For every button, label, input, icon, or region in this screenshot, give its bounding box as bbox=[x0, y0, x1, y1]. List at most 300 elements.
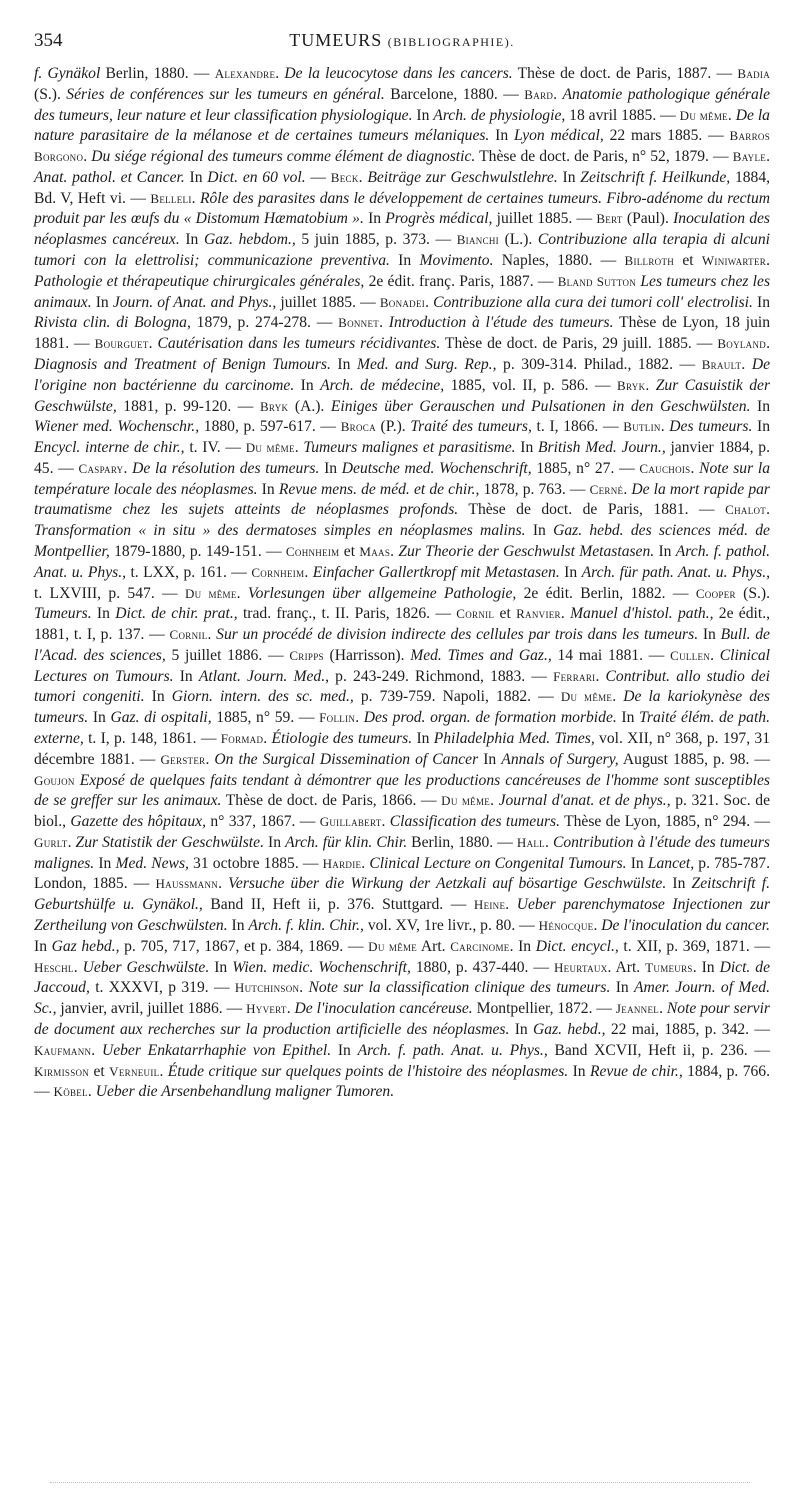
citation-text: . bbox=[659, 1000, 667, 1018]
author-name: Formad bbox=[220, 731, 264, 746]
author-name: Bonnet bbox=[338, 315, 380, 331]
italic-title: De la nature parasitaire de la mélanose et de certaines tumeurs mélaniques. bbox=[34, 106, 770, 145]
citation-text: 2e édit. Berlin, 1882. — bbox=[516, 584, 696, 602]
author-name: Bryk bbox=[259, 398, 289, 414]
citation-text: . bbox=[73, 958, 83, 976]
italic-title: Note sur la classification clinique des tumeurs. bbox=[308, 979, 611, 997]
italic-title: Lancet, bbox=[647, 854, 695, 872]
author-name: Broca bbox=[340, 419, 376, 435]
italic-title: Dict. en 60 vol. bbox=[207, 168, 306, 186]
author-name: Heschl bbox=[34, 959, 74, 975]
citation-text: In bbox=[616, 709, 640, 727]
author-name: Brault bbox=[701, 356, 742, 372]
citation-text: . bbox=[710, 646, 720, 664]
citation-text: p. 243-249. Richmond, 1883. — bbox=[329, 667, 554, 685]
italic-title: Zeitschrift f. Heilkunde, bbox=[580, 168, 731, 186]
italic-title: Zur Statistik der Geschwülste. bbox=[75, 833, 264, 851]
citation-text: p. 321. Soc. de biol., bbox=[34, 792, 770, 831]
author-name: Heine bbox=[473, 897, 506, 913]
citation-text: In bbox=[294, 376, 321, 394]
author-name: Carcinome bbox=[450, 938, 510, 954]
citation-text: . bbox=[490, 792, 499, 810]
citation-text: 1880, p. 597-617. — bbox=[199, 418, 341, 436]
italic-title: Zur Casuistik der Geschwülste, bbox=[34, 376, 771, 415]
italic-title: Progrès médical, bbox=[385, 210, 493, 228]
citation-text: 2e édit., 1881, t. I, p. 137. — bbox=[34, 605, 770, 644]
author-name: Cornheim bbox=[251, 564, 305, 580]
citation-text: (A.). bbox=[288, 397, 331, 415]
citation-text: t. IV. — bbox=[184, 439, 246, 457]
citation-text: Art. bbox=[417, 937, 451, 955]
italic-title: Beiträge zur Geschwulstlehre. bbox=[367, 168, 558, 186]
citation-text: Band II, Heft ii, p. 376. Stuttgard. — bbox=[202, 896, 474, 914]
citation-text: 1885, n° 59. — bbox=[211, 709, 320, 727]
citation-text: . bbox=[361, 854, 370, 872]
author-name: Maas bbox=[359, 543, 391, 559]
author-name: Gurlt bbox=[34, 834, 68, 850]
citation-text: (S.). bbox=[735, 584, 770, 602]
italic-title: De la kariokynèse des tumeurs. bbox=[34, 688, 770, 727]
italic-title: Note sur la température locale des néoplasmes. bbox=[34, 459, 771, 498]
citation-text: . bbox=[355, 709, 364, 727]
italic-title: Vorlesungen über allgemeine Pathologie, bbox=[247, 584, 517, 602]
italic-title: Giorn. intern. des sc. med., bbox=[171, 688, 354, 706]
italic-title: Wiener med. Wochenschr., bbox=[34, 418, 200, 436]
author-name: Bonadei bbox=[379, 294, 426, 310]
italic-title: Rôle des parasites dans le développement de certaines tumeurs. Fibro-adénome du rectum produit par les œufs du « Distomum Hæmatobium ». bbox=[34, 189, 770, 228]
citation-text: In bbox=[184, 168, 208, 186]
italic-title: Gaz. hebdom., bbox=[203, 231, 296, 249]
citation-text: In bbox=[750, 397, 771, 415]
citation-text: In bbox=[331, 1041, 358, 1059]
italic-title: Arch. für klin. Chir. bbox=[285, 833, 408, 851]
citation-text: In bbox=[34, 937, 52, 955]
citation-text: 22 mai, 1885, p. 342. — bbox=[605, 1020, 770, 1038]
citation-text: . bbox=[83, 148, 92, 166]
citation-text: . bbox=[544, 833, 553, 851]
author-name: Du même bbox=[560, 689, 613, 705]
citation-text: Thèse de Lyon, 18 juin 1881. — bbox=[34, 314, 771, 353]
citation-text: t. XXXVI, p 319. — bbox=[89, 979, 235, 997]
italic-title: De l'inoculation cancéreuse. bbox=[294, 1000, 473, 1018]
citation-text: . bbox=[593, 917, 602, 935]
citation-text: . bbox=[660, 418, 670, 436]
citation-text: . bbox=[67, 833, 76, 851]
author-name: Belleli bbox=[150, 190, 192, 206]
citation-text: . Art. bbox=[607, 958, 646, 976]
page-footer-rule bbox=[50, 1482, 750, 1485]
citation-text: 1884, p. 766. — bbox=[34, 1062, 770, 1101]
citation-text: . bbox=[379, 314, 389, 332]
author-name: Du même bbox=[679, 107, 728, 123]
italic-title: Traité des tumeurs, bbox=[410, 418, 532, 436]
author-name: Cohnheim bbox=[285, 543, 340, 559]
author-name: Hénocque bbox=[538, 918, 594, 934]
author-name: Bourguet bbox=[94, 336, 149, 352]
author-name: Ranvier bbox=[516, 606, 561, 622]
citation-text: . bbox=[275, 65, 285, 82]
italic-title: Gaz. hebd., bbox=[533, 1020, 606, 1038]
italic-title: Arch. f. path. Anat. u. Phys., bbox=[357, 1041, 548, 1059]
citation-text: In bbox=[557, 168, 581, 186]
citation-text: . In bbox=[692, 958, 720, 976]
author-name: Kaufmann bbox=[34, 1042, 92, 1058]
author-name: Bert bbox=[596, 211, 623, 227]
italic-title: Diagnosis and Treatment of Benign Tumours. bbox=[34, 355, 331, 373]
citation-text: 1880, p. 437-440. — bbox=[410, 958, 554, 976]
author-name: Hall bbox=[516, 834, 545, 850]
author-name: Heurtaux bbox=[553, 959, 608, 975]
italic-title: Inoculation des néoplasmes cancéreux. bbox=[34, 210, 770, 249]
italic-title: Philadelphia Med. Times, bbox=[433, 730, 595, 747]
citation-text: 22 mars 1885. — bbox=[603, 127, 730, 145]
italic-title: Revue de chir., bbox=[589, 1062, 683, 1080]
author-name: Gerster bbox=[160, 751, 206, 767]
italic-title: Exposé de quelques faits tendant à démontrer que les productions cancéreuses de l'homme sont susceptibles de se greffer sur les animaux. bbox=[34, 771, 770, 810]
italic-title: Dict. de Jaccoud, bbox=[34, 958, 770, 997]
italic-title: De la résolution des tumeurs. bbox=[132, 459, 320, 477]
author-name: Jeannel bbox=[615, 1001, 660, 1017]
citation-text: In bbox=[94, 854, 116, 872]
citation-text: . bbox=[766, 148, 770, 166]
citation-text: trad. franç., t. II. Paris, 1826. — bbox=[237, 605, 457, 623]
italic-title: Journ. of Anat. and Phys., bbox=[112, 293, 277, 311]
citation-text: In bbox=[752, 293, 771, 311]
author-name: Goujon bbox=[34, 772, 75, 788]
citation-text: . bbox=[741, 355, 752, 373]
author-name: Kirmisson bbox=[34, 1063, 90, 1079]
citation-text: . bbox=[159, 1062, 168, 1080]
citation-text: vol. XII, n° 368, p. 197, 31 décembre 1881. — bbox=[34, 730, 770, 768]
citation-text: . bbox=[207, 626, 217, 644]
italic-title: Séries de conférences sur les tumeurs en général. bbox=[66, 85, 385, 103]
italic-title: Des tumeurs. bbox=[669, 418, 753, 436]
citation-text: In bbox=[330, 355, 357, 373]
citation-text: Thèse de doct. de Paris, 29 juill. 1885. — bbox=[440, 335, 718, 353]
italic-title: Amer. Journ. of Med. Sc., bbox=[34, 979, 770, 1018]
citation-text: . bbox=[560, 605, 571, 623]
italic-title: Annals of Surgery, bbox=[501, 750, 619, 768]
italic-title: Gazette des hôpitaux, bbox=[70, 813, 206, 831]
citation-text: In bbox=[257, 480, 279, 498]
citation-text: In bbox=[666, 875, 692, 893]
running-title-main: TUMEURS bbox=[289, 30, 383, 50]
citation-text: (Paul). bbox=[622, 210, 674, 228]
italic-title: Anat. pathol. et Cancer. bbox=[34, 168, 185, 186]
citation-text: . bbox=[358, 168, 368, 186]
author-name: Cornil bbox=[456, 606, 495, 622]
citation-text: . bbox=[690, 459, 700, 477]
citation-text: Thèse de doct. de Paris, 1881. — bbox=[458, 501, 726, 519]
citation-text: . bbox=[263, 730, 272, 747]
citation-text: . bbox=[91, 1041, 102, 1059]
author-name: Bland Sutton bbox=[557, 273, 637, 289]
author-name: Caspary bbox=[78, 460, 124, 476]
citation-text: 5 juin 1885, p. 373. — bbox=[295, 231, 457, 249]
author-name: Du même bbox=[441, 793, 491, 809]
author-name: Winiwarter bbox=[701, 253, 767, 269]
bibliography-paragraph bbox=[34, 64, 770, 1103]
author-name: Cornil bbox=[169, 627, 208, 643]
citation-text: . bbox=[727, 106, 736, 124]
italic-title: De l'origine non bactérienne du carcinome. bbox=[34, 355, 770, 394]
italic-title: On the Surgical Dissemination of Cancer bbox=[214, 750, 479, 768]
italic-title: Med. News, bbox=[115, 854, 189, 872]
citation-text: . bbox=[294, 439, 304, 457]
citation-text: t. I, p. 148, 1861. — bbox=[83, 730, 221, 747]
citation-text: — bbox=[305, 168, 331, 186]
citation-text: 1885, vol. II, p. 586. — bbox=[444, 376, 618, 394]
citation-text: In bbox=[173, 667, 199, 685]
italic-title: Ueber parenchymatose Injectionen zur Zertheilung von Geschwülsten. bbox=[34, 896, 771, 935]
author-name: Cooper bbox=[695, 585, 736, 601]
author-name: Köbel bbox=[53, 1084, 88, 1100]
italic-title: De l'inoculation du cancer. bbox=[601, 917, 771, 935]
author-name: Boyland bbox=[717, 336, 767, 352]
author-name: Chalot bbox=[725, 502, 767, 518]
author-name: Billroth bbox=[624, 253, 675, 269]
citation-text: In bbox=[88, 709, 111, 727]
citation-text: In bbox=[363, 210, 386, 228]
italic-title: Manuel d'histol. path., bbox=[570, 605, 714, 623]
author-name: Guillabert bbox=[319, 814, 382, 830]
italic-title: Ueber die Arsenbehandlung maligner Tumoren. bbox=[95, 1083, 395, 1101]
citation-text: p. 309-314. Philad., 1882. — bbox=[496, 355, 702, 373]
citation-text: . bbox=[390, 542, 399, 560]
citation-text: t. LXX, p. 161. — bbox=[126, 563, 252, 581]
citation-text: 31 octobre 1885. — bbox=[188, 854, 323, 872]
author-name: Bard bbox=[524, 86, 554, 102]
italic-title: Étude critique sur quelques points de l'histoire des néoplasmes. bbox=[167, 1062, 569, 1080]
italic-title: Movimento. bbox=[419, 252, 494, 270]
citation-text: p. 739-759. Napoli, 1882. — bbox=[353, 688, 561, 706]
author-name: Badia bbox=[737, 66, 771, 81]
italic-title: Clinical Lectures on Tumours. bbox=[34, 646, 770, 685]
citation-text: juillet 1885. — bbox=[492, 210, 597, 228]
italic-title: Einfacher Gallertkropf mit Metastasen. bbox=[312, 563, 560, 581]
citation-text: et bbox=[674, 252, 702, 270]
citation-text: 1885, n° 27. — bbox=[531, 459, 640, 477]
italic-title: Zeitschrift f. Geburtshülfe u. Gynäkol., bbox=[34, 875, 770, 914]
author-name: Bianchi bbox=[456, 232, 499, 248]
author-name: Alexandre bbox=[214, 66, 276, 81]
citation-text: Band XCVII, Heft ii, p. 236. — bbox=[547, 1041, 770, 1059]
italic-title: Ueber Geschwülste. bbox=[82, 958, 210, 976]
author-name: Tumeurs bbox=[645, 959, 693, 975]
citation-text: In bbox=[389, 252, 420, 270]
italic-title: Journal d'anat. et de phys., bbox=[498, 792, 671, 810]
citation-text: Barcelone, 1880. — bbox=[384, 85, 525, 103]
author-name: Hardie bbox=[322, 855, 362, 871]
italic-title: Dict. de chir. prat., bbox=[115, 605, 238, 623]
italic-title: Atlant. Journ. Med., bbox=[198, 667, 329, 685]
citation-text: 1878, p. 763. — bbox=[479, 480, 590, 498]
citation-text: et bbox=[89, 1062, 110, 1080]
page-header bbox=[34, 30, 770, 64]
italic-title: Arch. f. pathol. Anat. u. Phys., bbox=[34, 542, 770, 581]
author-name: Beck bbox=[330, 169, 359, 185]
citation-text: In bbox=[559, 563, 582, 581]
citation-text: vol. XV, 1re livr., p. 80. — bbox=[363, 917, 539, 935]
citation-text: In bbox=[698, 626, 721, 644]
citation-text: . bbox=[612, 688, 624, 706]
citation-text: 2e édit. franç. Paris, 1887. — bbox=[364, 272, 558, 290]
italic-title: Encycl. interne de chir., bbox=[34, 439, 185, 457]
citation-text: . bbox=[425, 293, 434, 311]
italic-title: Contribution à l'étude des tumeurs malignes. bbox=[34, 833, 770, 872]
citation-text: p. 705, 717, 1867, et p. 384, 1869. — bbox=[119, 937, 369, 955]
italic-title: f. Gynäkol bbox=[34, 65, 101, 82]
citation-text: . bbox=[766, 335, 770, 353]
citation-text: et bbox=[494, 605, 517, 623]
author-name: Hutchinson bbox=[234, 980, 300, 996]
citation-text: . bbox=[87, 1083, 96, 1101]
italic-title: Ueber Enkatarrhaphie von Epithel. bbox=[101, 1041, 332, 1059]
italic-title: De la leucocytose dans les cancers. bbox=[284, 65, 513, 82]
citation-text: (P.). bbox=[375, 418, 411, 436]
citation-text: Naples, 1880. — bbox=[493, 252, 625, 270]
citation-text: Thèse de doct. de Paris, 1887. — bbox=[512, 65, 738, 82]
italic-title: Versuche über die Wirkung der Aetzkali auf bösartige Geschwülste. bbox=[228, 875, 667, 893]
citation-text: . bbox=[218, 875, 229, 893]
italic-title: Traité élém. de path. externe, bbox=[34, 709, 770, 747]
citation-text: Thèse de doct. de Paris, 1866. — bbox=[221, 792, 442, 810]
italic-title: Transformation « in situ » des dermatoses simples en néoplasmes malins. bbox=[34, 522, 526, 540]
italic-title: Med. Times and Gaz., bbox=[410, 646, 552, 664]
italic-title: Tumeurs. bbox=[34, 605, 92, 623]
citation-text: 5 juillet 1886. — bbox=[165, 646, 290, 664]
citation-text: . bbox=[299, 979, 309, 997]
citation-text: Montpellier, 1872. — bbox=[472, 1000, 616, 1018]
citation-text: In bbox=[489, 127, 514, 145]
running-title-sub: (BIBLIOGRAPHIE). bbox=[387, 35, 515, 49]
citation-text: In bbox=[509, 1020, 534, 1038]
citation-text: In bbox=[91, 605, 116, 623]
citation-text: (Harrisson). bbox=[323, 646, 411, 664]
italic-title: Cautérisation dans les tumeurs récidivantes. bbox=[157, 335, 441, 353]
citation-text: 1884, Bd. V, Heft vi. — bbox=[34, 168, 771, 207]
italic-title: Einiges über Gerauschen und Pulsationen in den Geschwülsten. bbox=[330, 397, 751, 415]
citation-text: (L.). bbox=[498, 231, 538, 249]
book-page bbox=[34, 30, 770, 1103]
citation-text: n° 337, 1867. — bbox=[205, 813, 320, 831]
citation-text: In bbox=[626, 854, 648, 872]
italic-title: Clinical Lecture on Congenital Tumours. bbox=[369, 854, 627, 872]
citation-text: In bbox=[91, 293, 113, 311]
citation-text: In bbox=[568, 1062, 590, 1080]
italic-title: Du siége régional des tumeurs comme élément de diagnostic. bbox=[91, 148, 476, 166]
italic-title: Rivista clin. di Bologna, bbox=[34, 314, 191, 332]
citation-text: Thèse de Lyon, 1885, n° 294. — bbox=[560, 813, 771, 831]
italic-title: Note pour servir de document aux recherches sur la production artificielle des néoplasmes. bbox=[34, 1000, 770, 1038]
citation-text: Berlin, 1880. — bbox=[407, 833, 517, 851]
italic-title: Les tumeurs chez les animaux. bbox=[34, 272, 771, 311]
author-name: Cripps bbox=[289, 647, 324, 663]
author-name: Bayle bbox=[732, 149, 767, 165]
citation-text: janvier, avril, juillet 1886. — bbox=[56, 1000, 247, 1018]
citation-text: . bbox=[766, 252, 770, 270]
citation-text: janvier 1884, p. 45. — bbox=[34, 439, 770, 477]
citation-text: p. 785-787. London, 1885. — bbox=[34, 854, 771, 893]
citation-text: In bbox=[319, 459, 342, 477]
italic-title: Lyon médical, bbox=[513, 127, 604, 145]
citation-text: . bbox=[505, 896, 517, 914]
citation-text: juillet 1885. — bbox=[276, 293, 380, 311]
citation-text: (S.). bbox=[34, 85, 67, 103]
citation-text: In bbox=[263, 833, 286, 851]
citation-text: . bbox=[286, 1000, 295, 1018]
citation-text: 1879, p. 274-278. — bbox=[190, 314, 339, 332]
author-name: Du même bbox=[245, 440, 295, 456]
citation-text: In bbox=[610, 979, 635, 997]
italic-title: Wien. medic. Wochenschrift, bbox=[232, 958, 411, 976]
italic-title: Classification des tumeurs. bbox=[389, 813, 561, 831]
italic-title: Contribuzione alla cura dei tumori coll' electrolisi. bbox=[433, 293, 753, 311]
author-name: Cullen bbox=[670, 647, 711, 663]
citation-text: In bbox=[412, 730, 434, 747]
citation-text: . bbox=[205, 750, 215, 768]
citation-text: 14 mai 1881. — bbox=[551, 646, 671, 664]
italic-title: Étiologie des tumeurs. bbox=[271, 730, 413, 747]
page-number: 354 bbox=[34, 30, 63, 51]
citation-text: 18 avril 1885. — bbox=[565, 106, 680, 124]
author-name: Du même bbox=[184, 585, 237, 601]
citation-text: Berlin, 1880. — bbox=[100, 65, 215, 82]
italic-title: Sur un procédé de division indirecte des cellules par trois dans les tumeurs. bbox=[216, 626, 699, 644]
author-name: Ferrari bbox=[553, 668, 596, 684]
citation-text: In bbox=[227, 917, 249, 935]
citation-text: . bbox=[595, 667, 606, 685]
italic-title: Dict. encycl., bbox=[535, 937, 619, 955]
citation-text: In bbox=[179, 231, 204, 249]
citation-text: . bbox=[148, 335, 158, 353]
citation-text: 1879-1880, p. 149-151. — bbox=[109, 542, 286, 560]
italic-title: Arch. de médecine, bbox=[320, 376, 445, 394]
italic-title: Contribuzione alla terapia di alcuni tumori con la elettrolisi; communicazione preventiva. bbox=[34, 231, 770, 270]
author-name: Bryk bbox=[617, 377, 646, 393]
author-name: Follin bbox=[319, 710, 356, 726]
italic-title: Arch. für path. Anat. u. Phys., bbox=[581, 563, 771, 581]
citation-text: 1881, p. 99-120. — bbox=[116, 397, 260, 415]
citation-text: Thèse de doct. de Paris, n° 52, 1879. — bbox=[475, 148, 733, 166]
citation-text: In bbox=[144, 688, 172, 706]
citation-text: t. LXVIII, p. 547. — bbox=[34, 584, 185, 602]
italic-title: British Med. Journ., bbox=[538, 439, 666, 457]
italic-title: Med. and Surg. Rep., bbox=[356, 355, 497, 373]
citation-text: In bbox=[654, 542, 676, 560]
italic-title: Des prod. organ. de formation morbide. bbox=[363, 709, 617, 727]
italic-title: Gaz hebd., bbox=[51, 937, 120, 955]
citation-text: In bbox=[478, 750, 502, 768]
italic-title: Anatomie pathologique générale des tumeurs, leur nature et leur classification physiologique. bbox=[34, 85, 770, 124]
citation-text: . bbox=[236, 584, 248, 602]
author-name: Haussmann bbox=[155, 876, 219, 892]
citation-text: In bbox=[525, 522, 554, 540]
italic-title: Deutsche med. Wochenschrift, bbox=[341, 459, 532, 477]
author-name: Butlin bbox=[623, 419, 661, 435]
italic-title: Bull. de l'Acad. des sciences, bbox=[34, 626, 770, 664]
italic-title: Pathologie et thérapeutique chirurgicales générales, bbox=[34, 272, 365, 290]
citation-text: In bbox=[412, 106, 434, 124]
citation-text: In bbox=[209, 958, 233, 976]
italic-title: Zur Theorie der Geschwulst Metastasen. bbox=[398, 542, 655, 560]
citation-text: . bbox=[304, 563, 313, 581]
citation-text: t. XII, p. 369, 1871. — bbox=[618, 937, 770, 955]
citation-text: . bbox=[191, 189, 200, 207]
italic-title: Contribut. allo studio dei tumori congeniti. bbox=[34, 667, 770, 706]
italic-title: Tumeurs malignes et parasitisme. bbox=[303, 439, 516, 457]
italic-title: Gaz. di ospitali, bbox=[110, 709, 212, 727]
